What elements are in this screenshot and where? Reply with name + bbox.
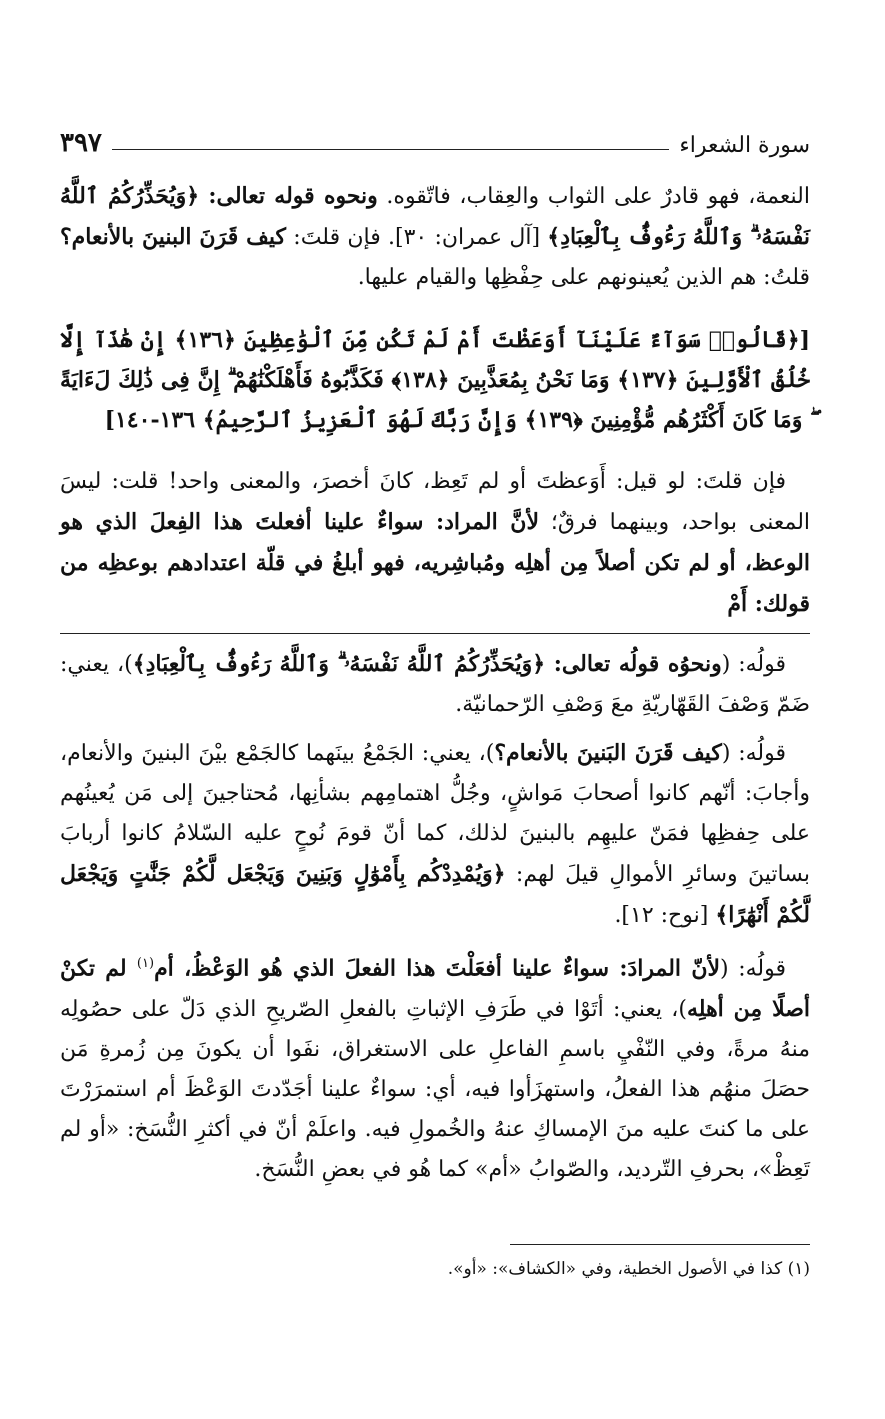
text-segment: )، يعني: ضَمّ وَصْفَ القَهّاريّةِ معَ وَصْفِ الرّحمانيّة. xyxy=(60,652,810,717)
surah-title: سورة الشعراء xyxy=(679,133,810,158)
text-segment: قولُه: ( xyxy=(720,956,787,982)
running-head xyxy=(60,112,810,158)
header-rule xyxy=(112,149,670,150)
footnote-marker[interactable]: (١) xyxy=(136,956,155,971)
quran-verse: ﴿وَيُحَذِّرُكُمُ ٱللَّهُ نَفْسَهُۥ ۗ وَٱللَّهُ رَءُوفٌۢ بِٱلْعِبَادِ﴾ xyxy=(132,651,546,677)
footnote-rule xyxy=(510,1244,810,1245)
text-segment: [آل عمران: ٣٠]. فإن قلتَ: xyxy=(286,225,548,250)
page-number: ٣٩٧ xyxy=(60,128,102,158)
text-segment: )، يعني: أتَوْا في طَرَفِ الإثباتِ بالفعلِ الصّريحِ الذي دَلّ على حصُولِه منهُ مرةً، وفي النّفْيِ باسمِ الفاعلِ على الاستغراق، نفَوا أن يكونَ مِن زُمرةِ مَن حصَلَ منهُم هذا الفعلُ، واستهزَأوا فيه، أي: سواءٌ علينا أجَدّدتَ الوَعْظَ أم استمرَرْتَ على ما كنتَ عليه منَ الإمساكِ عنهُ والخُمولِ فيه. واعلَمْ أنّ في أكثرِ النُّسَخ: «أو لم تَعِظْ»، بحرفِ التّرديد، والصّوابُ «أم» كما هُو في بعضِ النُّسَخ. xyxy=(60,997,810,1183)
quran-verse-block: [﴿قَالُوا۟ سَوَآءٌ عَلَيْنَآ أَوَعَظْتَ أَمْ لَمْ تَكُن مِّنَ ٱلْوَٰعِظِينَ ﴿١٣٦﴾ إِنْ هَٰذَآ إِلَّا خُلُقُ ٱلْأَوَّلِينَ ﴿١٣٧﴾ وَمَا نَحْنُ بِمُعَذَّبِينَ ﴿١٣٨﴾ فَكَذَّبُوهُ فَأَهْلَكْنَٰهُمْ ۗ إِنَّ فِى ذَٰلِكَ لَءَايَةً ۖ وَمَا كَانَ أَكْثَرُهُم مُّؤْمِنِينَ ﴿١٣٩﴾ وَإِنَّ رَبَّكَ لَهُوَ ٱلْعَزِيزُ ٱلرَّحِيمُ﴾ ١٣٦-١٤٠] xyxy=(60,327,810,433)
section-divider xyxy=(60,633,810,634)
text-segment: قولُه: ( xyxy=(721,652,786,677)
bold-phrase: لأنّ المرادَ: سواءٌ علينا أفعَلْتَ هذا الفعلَ الذي هُو الوَعْظُ، أم xyxy=(154,955,721,982)
quran-verse: ﴿وَيُحَذِّرُكُمُ ٱللَّهُ نَفْسَهُۥ ۗ وَٱللَّهُ رَءُوفٌۢ بِٱلْعِبَادِ﴾ xyxy=(60,183,811,250)
commentary-paragraph-1 xyxy=(60,644,810,725)
text-segment: النعمة، فهو قادرٌ على الثواب والعِقاب، فاتّقوه. xyxy=(377,184,810,209)
bold-phrase: كيف قَرَنَ البَنينَ بالأنعام؟ xyxy=(494,740,722,766)
text-segment: قلتُ: هم الذين يُعينونهم على حِفْظِها والقيام عليها. xyxy=(357,265,810,290)
bold-phrase: ونحوُه قولُه تعالى: xyxy=(545,651,722,677)
text-segment: فإن قلتَ: لو قيل: أَوَعظتَ أو لم تَعِظ، كانَ أخصرَ، والمعنى واحد! قلت: ليسَ المعنى بواحد، وبينهما فرقٌ؛ xyxy=(60,469,811,535)
book-page xyxy=(60,112,810,1419)
main-paragraph-2 xyxy=(60,462,810,625)
bold-phrase: لم تكنْ أصلًا مِن أهلِه xyxy=(60,955,811,1023)
main-paragraph-1 xyxy=(60,176,810,298)
footnote: (١) كذا في الأصول الخطية، وفي «الكشاف»: «أو». xyxy=(447,1259,810,1280)
quran-verse: ﴿وَيُمْدِدْكُم بِأَمْوَٰلٍ وَبَنِينَ وَيَجْعَل لَّكُمْ جَنَّٰتٍ وَيَجْعَل لَّكُمْ أَنْهَٰرًا﴾ xyxy=(60,861,810,928)
bold-phrase: لأنَّ المراد: سواءٌ علينا أفعلتَ هذا الفِعلَ الذي هو الوعظ، أو لم تكن أصلاً مِن أهلِه ومُباشِريه، فهو أبلغُ في قلّة اعتدادهم بوعظِه من قولك: أَمْ xyxy=(60,509,810,617)
text-segment: )، يعني: الجَمْعُ بينَهما كالجَمْع بيْنَ البنينَ والأنعام، وأجابَ: أنّهم كانوا أصحابَ مَواشٍ، وجُلُّ اهتمامِهم بشأنِها، مُحتاجينَ إلى مَن يُعينُهم على حِفظِها فمَنّ عليهِم بالبنينَ لذلك، كما أنّ قومَ نُوحٍ عليه السّلامُ كانوا أربابَ بساتينَ وسائرِ الأموالِ قيلَ لهم: xyxy=(60,741,810,887)
bold-phrase: كيف قَرَنَ البنينَ بالأنعام؟ xyxy=(60,224,287,250)
commentary-paragraph-2 xyxy=(60,733,810,936)
text-segment: قولُه: ( xyxy=(721,741,786,766)
commentary-paragraph-3 xyxy=(60,944,810,1190)
bold-phrase: ونحوه قوله تعالى: xyxy=(199,183,378,209)
text-segment: [نوح: ١٢]. xyxy=(614,903,716,928)
